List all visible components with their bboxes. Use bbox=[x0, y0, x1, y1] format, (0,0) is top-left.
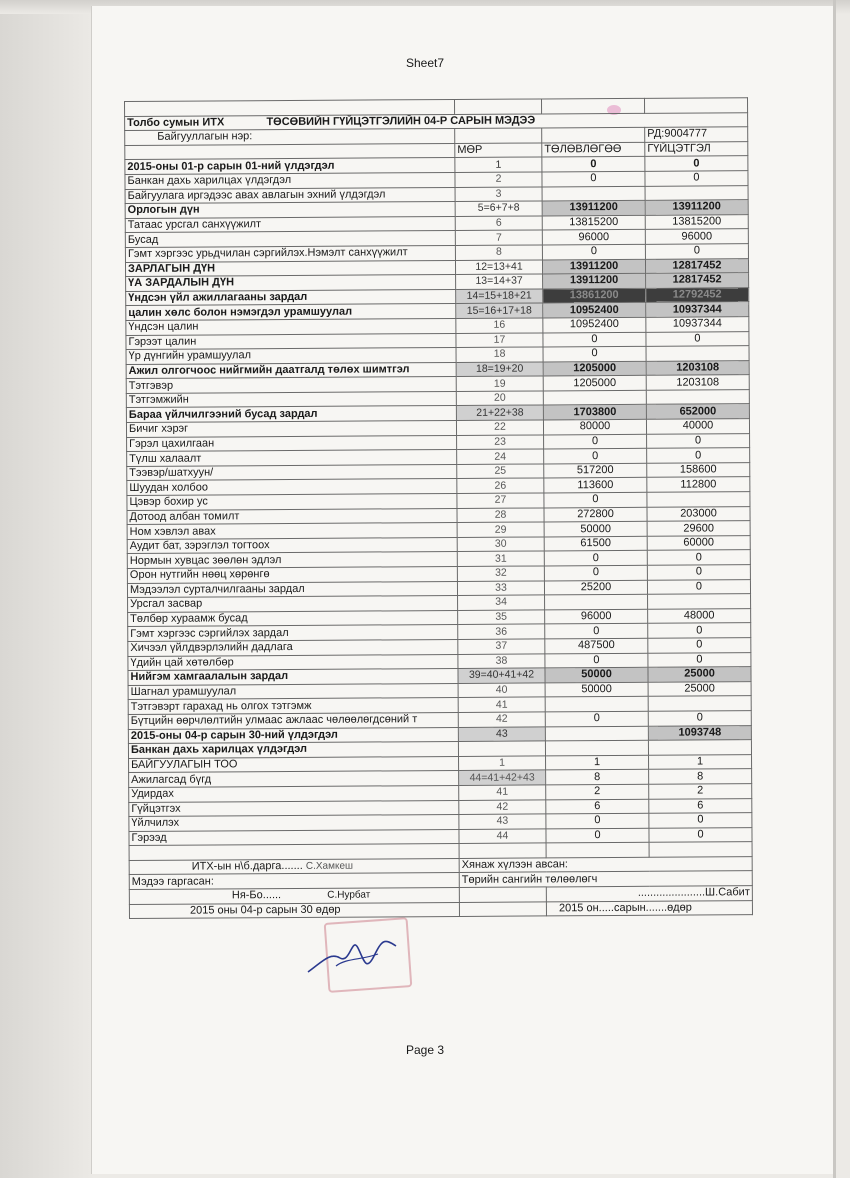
row-label: Ажилагсад бүгд bbox=[129, 771, 459, 788]
row-label: цалин хөлс болон нэмэгдэл урамшуулал bbox=[126, 304, 456, 321]
footer-row-date bbox=[129, 900, 752, 918]
row-code: 39=40+41+42 bbox=[458, 668, 545, 683]
row-actual-value: 0 bbox=[646, 331, 749, 346]
row-actual-value: 1203108 bbox=[646, 360, 749, 375]
row-plan-value: 517200 bbox=[544, 463, 647, 478]
row-actual-value: 0 bbox=[648, 652, 751, 667]
row-plan-value: 2 bbox=[546, 784, 649, 799]
row-actual-value bbox=[648, 696, 751, 711]
row-code: 12=13+41 bbox=[455, 259, 542, 274]
row-code: 3 bbox=[455, 187, 542, 202]
row-plan-value: 13911200 bbox=[542, 200, 645, 215]
column-header-plan: ТӨЛӨВЛӨГӨӨ bbox=[542, 142, 645, 157]
row-actual-value: 48000 bbox=[648, 608, 751, 623]
row-actual-value: 203000 bbox=[647, 506, 750, 521]
row-label: Нийгэм хамгаалалын зардал bbox=[128, 669, 458, 686]
row-label: Шагнал урамшуулал bbox=[128, 683, 458, 700]
row-plan-value: 0 bbox=[545, 711, 648, 726]
treasury-label: Төрийн сангийн төлөөлөгч bbox=[459, 871, 752, 887]
row-plan-value: 0 bbox=[546, 813, 649, 828]
row-code: 16 bbox=[456, 318, 543, 333]
row-actual-value: 1203108 bbox=[646, 375, 749, 390]
row-actual-value: 1 bbox=[649, 754, 752, 769]
scan-right-edge bbox=[833, 0, 836, 1178]
row-code: 26 bbox=[457, 478, 544, 493]
row-code: 1 bbox=[455, 157, 542, 172]
row-label: Үндсэн үйл ажиллагааны зардал bbox=[126, 289, 456, 306]
row-actual-value: 8 bbox=[649, 769, 752, 784]
column-header-code: МӨР bbox=[455, 143, 542, 158]
row-label: Байгуулага иргэдээс авах авлагын эхний үлдэгдэл bbox=[125, 187, 455, 204]
row-code: 7 bbox=[455, 230, 542, 245]
row-code: 19 bbox=[456, 376, 543, 391]
row-actual-value bbox=[648, 594, 751, 609]
row-code: 40 bbox=[458, 683, 545, 698]
row-label: 2015-оны 01-р сарын 01-ний үлдэгдэл bbox=[125, 158, 455, 175]
row-plan-value: 0 bbox=[544, 449, 647, 464]
row-code: 31 bbox=[457, 551, 544, 566]
page-number: Page 3 bbox=[405, 1043, 445, 1057]
row-label: Гэрэл цахилгаан bbox=[127, 435, 457, 452]
row-label: Цэвэр бохир ус bbox=[127, 494, 457, 511]
row-code: 15=16+17+18 bbox=[456, 303, 543, 318]
row-label: Үйлчилэх bbox=[129, 815, 459, 832]
row-actual-value: 10937344 bbox=[646, 302, 749, 317]
row-actual-value: 10937344 bbox=[646, 317, 749, 332]
budget-report-table bbox=[124, 97, 753, 919]
row-actual-value: 13815200 bbox=[645, 214, 748, 229]
row-label: БАЙГУУЛАГЫН ТОО bbox=[129, 756, 459, 773]
row-plan-value: 0 bbox=[542, 157, 645, 172]
row-label: Татаас урсгал санхүүжилт bbox=[125, 216, 455, 233]
row-plan-value bbox=[543, 390, 646, 405]
row-actual-value: 652000 bbox=[646, 404, 749, 419]
row-code: 20 bbox=[456, 391, 543, 406]
row-plan-value: 13815200 bbox=[542, 215, 645, 230]
report-title: ТӨСӨВИЙН ГҮЙЦЭТГЭЛИЙН 04-Р САРЫН МЭДЭЭ bbox=[266, 114, 536, 129]
accountant-name: С.Нурбат bbox=[327, 889, 371, 902]
row-code: 34 bbox=[458, 595, 545, 610]
row-label: Дотоод албан томилт bbox=[127, 508, 457, 525]
row-plan-value: 0 bbox=[543, 346, 646, 361]
row-actual-value: 0 bbox=[647, 448, 750, 463]
row-code: 23 bbox=[457, 435, 544, 450]
row-code: 5=6+7+8 bbox=[455, 201, 542, 216]
row-actual-value: 112800 bbox=[647, 477, 750, 492]
row-actual-value: 0 bbox=[645, 244, 748, 259]
sheet-title: Sheet7 bbox=[405, 56, 445, 70]
row-actual-value: 25000 bbox=[648, 667, 751, 682]
row-code: 44 bbox=[459, 829, 546, 844]
row-actual-value: 29600 bbox=[647, 521, 750, 536]
row-code: 8 bbox=[455, 245, 542, 260]
row-plan-value: 61500 bbox=[544, 536, 647, 551]
row-code: 35 bbox=[458, 610, 545, 625]
row-label: Үр дүнгийн урамшуулал bbox=[126, 348, 456, 365]
row-label: Үдийн цай хөтөлбөр bbox=[128, 654, 458, 671]
row-code: 30 bbox=[457, 537, 544, 552]
row-code: 13=14+37 bbox=[456, 274, 543, 289]
column-header-actual: ГҮЙЦЭТГЭЛ bbox=[645, 141, 748, 156]
row-label: Хичээл үйлдвэрлэлийн дадлага bbox=[128, 639, 458, 656]
row-plan-value: 50000 bbox=[545, 682, 648, 697]
row-code: 28 bbox=[457, 508, 544, 523]
row-plan-value bbox=[545, 726, 648, 741]
row-actual-value bbox=[645, 185, 748, 200]
row-plan-value: 25200 bbox=[544, 580, 647, 595]
row-actual-value: 12817452 bbox=[646, 273, 749, 288]
row-plan-value: 1703800 bbox=[543, 405, 646, 420]
row-code bbox=[458, 741, 545, 756]
row-plan-value: 0 bbox=[542, 171, 645, 186]
row-code: 18=19+20 bbox=[456, 362, 543, 377]
row-label: Гэрээд bbox=[129, 829, 459, 846]
row-plan-value: 1205000 bbox=[543, 376, 646, 391]
row-code: 43 bbox=[459, 814, 546, 829]
row-plan-value: 272800 bbox=[544, 507, 647, 522]
row-plan-value: 0 bbox=[544, 565, 647, 580]
row-label: Бүтцийн өөрчлөлтийн улмаас ажлаас чөлөөлөгдсөний т bbox=[128, 712, 458, 729]
row-code: 6 bbox=[455, 216, 542, 231]
head-name: С.Хамкеш bbox=[305, 860, 354, 873]
row-plan-value: 0 bbox=[544, 434, 647, 449]
row-plan-value: 1 bbox=[546, 755, 649, 770]
row-code: 14=15+18+21 bbox=[456, 289, 543, 304]
report-table-body bbox=[125, 98, 753, 846]
row-plan-value: 0 bbox=[542, 244, 645, 259]
row-label: Мэдээлэл сурталчилгааны зардал bbox=[127, 581, 457, 598]
row-label: Шуудан холбоо bbox=[127, 479, 457, 496]
date-left: 2015 оны 04-р сарын 30 өдөр bbox=[129, 902, 459, 919]
row-actual-value: 0 bbox=[649, 813, 752, 828]
row-code: 36 bbox=[458, 624, 545, 639]
row-code: 29 bbox=[457, 522, 544, 537]
row-label: Түлш халаалт bbox=[127, 450, 457, 467]
treasury-name: ......................Ш.Сабит bbox=[546, 886, 752, 902]
row-plan-value: 8 bbox=[546, 770, 649, 785]
row-code: 41 bbox=[458, 697, 545, 712]
row-plan-value: 0 bbox=[545, 653, 648, 668]
row-plan-value: 6 bbox=[546, 799, 649, 814]
row-plan-value bbox=[545, 740, 648, 755]
row-label: Орон нутгийн нөөц хөрөнгө bbox=[127, 566, 457, 583]
org-name: Толбо сумын ИТХ bbox=[127, 116, 225, 129]
row-actual-value: 0 bbox=[648, 623, 751, 638]
row-plan-value: 0 bbox=[545, 624, 648, 639]
row-label: Тээвэр/шатхуун/ bbox=[127, 464, 457, 481]
row-label: Аудит бат, зэрэглэл тогтоох bbox=[127, 537, 457, 554]
row-plan-value: 1205000 bbox=[543, 361, 646, 376]
row-plan-value: 487500 bbox=[545, 638, 648, 653]
row-actual-value: 25000 bbox=[648, 681, 751, 696]
checked-label: Хянаж хүлээн авсан: bbox=[459, 857, 752, 873]
row-label: Гэмт хэргээс сэргийлэх зардал bbox=[128, 625, 458, 642]
row-label: Нормын хувцас зөөлөн эдлэл bbox=[127, 552, 457, 569]
row-actual-value: 40000 bbox=[646, 419, 749, 434]
row-label: Тэтгэвэр bbox=[126, 377, 456, 394]
row-actual-value: 0 bbox=[647, 550, 750, 565]
row-actual-value: 0 bbox=[648, 711, 751, 726]
row-plan-value: 10952400 bbox=[543, 303, 646, 318]
row-code: 42 bbox=[459, 799, 546, 814]
row-actual-value: 0 bbox=[648, 638, 751, 653]
row-plan-value: 113600 bbox=[544, 478, 647, 493]
row-plan-value bbox=[545, 697, 648, 712]
row-label: Бараа үйлчилгээний бусад зардал bbox=[126, 406, 456, 423]
row-plan-value: 0 bbox=[546, 828, 649, 843]
row-code: 37 bbox=[458, 639, 545, 654]
row-code: 41 bbox=[459, 785, 546, 800]
row-label: Гүйцэтгэх bbox=[129, 800, 459, 817]
row-plan-value: 13911200 bbox=[542, 259, 645, 274]
signature bbox=[300, 928, 410, 988]
row-code: 32 bbox=[457, 566, 544, 581]
row-label: Тэтгэмжийн bbox=[126, 391, 456, 408]
row-plan-value: 50000 bbox=[545, 667, 648, 682]
row-code: 44=41+42+43 bbox=[459, 770, 546, 785]
row-actual-value: 0 bbox=[645, 171, 748, 186]
row-label: Орлогын дүн bbox=[125, 202, 455, 219]
row-plan-value: 10952400 bbox=[543, 317, 646, 332]
row-label: Удирдах bbox=[129, 785, 459, 802]
row-plan-value: 0 bbox=[544, 492, 647, 507]
row-code: 25 bbox=[457, 464, 544, 479]
row-code: 22 bbox=[456, 420, 543, 435]
accountant-role: Ня-Бо...... bbox=[231, 889, 282, 902]
row-label: Урсгал засвар bbox=[128, 596, 458, 613]
row-actual-value bbox=[646, 390, 749, 405]
row-label: ЗАРЛАГЫН ДҮН bbox=[125, 260, 455, 277]
row-label: Төлбөр хураамж бусад bbox=[128, 610, 458, 627]
row-actual-value bbox=[647, 492, 750, 507]
row-label: 2015-оны 04-р сарын 30-ний үлдэгдэл bbox=[128, 727, 458, 744]
row-label: Үндсэн цалин bbox=[126, 318, 456, 335]
row-code: 18 bbox=[456, 347, 543, 362]
signature-block bbox=[129, 842, 752, 919]
row-actual-value: 158600 bbox=[647, 463, 750, 478]
row-plan-value: 50000 bbox=[544, 522, 647, 537]
row-actual-value: 0 bbox=[647, 565, 750, 580]
rd-number: РД:9004777 bbox=[645, 127, 748, 142]
row-actual-value: 0 bbox=[645, 156, 748, 171]
row-code: 27 bbox=[457, 493, 544, 508]
row-plan-value: 0 bbox=[544, 551, 647, 566]
row-label: Ажил олгогчоос нийгмийн даатгалд төлөх шимтгэл bbox=[126, 362, 456, 379]
row-actual-value: 0 bbox=[649, 827, 752, 842]
row-code: 24 bbox=[457, 449, 544, 464]
row-plan-value: 13861200 bbox=[543, 288, 646, 303]
row-plan-value bbox=[542, 186, 645, 201]
row-code: 38 bbox=[458, 654, 545, 669]
row-actual-value: 0 bbox=[647, 433, 750, 448]
row-label: Тэтгэвэрт гарахад нь олгох тэтгэмж bbox=[128, 698, 458, 715]
row-label: Банкан дахь харилцах үлдэгдэл bbox=[128, 742, 458, 759]
row-label: Ном хэвлэл авах bbox=[127, 523, 457, 540]
row-actual-value: 13911200 bbox=[645, 200, 748, 215]
row-label: Бусад bbox=[125, 231, 455, 248]
row-code: 43 bbox=[458, 726, 545, 741]
row-plan-value: 96000 bbox=[545, 609, 648, 624]
row-plan-value: 96000 bbox=[542, 230, 645, 245]
row-actual-value: 12792452 bbox=[646, 287, 749, 302]
row-plan-value bbox=[545, 594, 648, 609]
row-actual-value: 6 bbox=[649, 798, 752, 813]
row-code: 21+22+38 bbox=[456, 405, 543, 420]
row-actual-value bbox=[648, 740, 751, 755]
row-label: Гэрээт цалин bbox=[126, 333, 456, 350]
row-actual-value: 0 bbox=[647, 579, 750, 594]
row-code: 17 bbox=[456, 332, 543, 347]
row-code: 42 bbox=[458, 712, 545, 727]
org-name-label: Байгууллагын нэр: bbox=[125, 129, 455, 146]
row-plan-value: 0 bbox=[543, 332, 646, 347]
row-label: Гэмт хэргээс урьдчилан сэргийлэх.Нэмэлт санхүүжилт bbox=[125, 245, 455, 262]
row-code: 2 bbox=[455, 172, 542, 187]
row-actual-value bbox=[646, 346, 749, 361]
row-label: Банкан дахь харилцах үлдэгдэл bbox=[125, 172, 455, 189]
row-actual-value: 12817452 bbox=[645, 258, 748, 273]
row-plan-value: 13911200 bbox=[543, 273, 646, 288]
row-actual-value: 1093748 bbox=[648, 725, 751, 740]
row-label: Бичиг хэрэг bbox=[126, 421, 456, 438]
scan-margin bbox=[0, 0, 95, 1178]
row-code: 1 bbox=[459, 756, 546, 771]
row-actual-value: 2 bbox=[649, 784, 752, 799]
row-code: 33 bbox=[457, 581, 544, 596]
row-actual-value: 60000 bbox=[647, 535, 750, 550]
prepared-label: Мэдээ гаргасан: bbox=[129, 873, 459, 890]
row-plan-value: 80000 bbox=[543, 419, 646, 434]
date-right: 2015 он.....сарын.......өдөр bbox=[546, 900, 752, 916]
row-label: ҮА ЗАРДАЛЫН ДҮН bbox=[126, 275, 456, 292]
row-actual-value: 96000 bbox=[645, 229, 748, 244]
head-role: ИТХ-ын н\б.дарга....... bbox=[191, 860, 303, 873]
